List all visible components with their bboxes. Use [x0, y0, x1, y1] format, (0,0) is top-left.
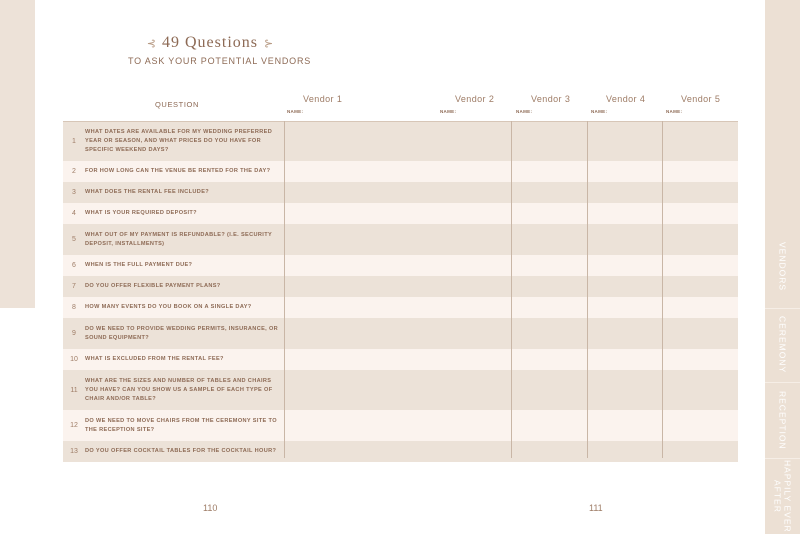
- tab-label: RECEPTION: [777, 390, 788, 450]
- table-row: [63, 182, 738, 203]
- table-row: [63, 410, 738, 441]
- left-page-edge-blank: [0, 308, 35, 534]
- question-text: DO WE NEED TO PROVIDE WEDDING PERMITS, INSURANCE, OR SOUND EQUIPMENT?: [85, 325, 279, 341]
- page-title: 49 Questions: [162, 34, 258, 51]
- question-text: WHAT OUT OF MY PAYMENT IS REFUNDABLE? (I.E. SECURITY DEPOSIT, INSTALLMENTS): [85, 231, 272, 247]
- question-number: 13: [70, 448, 78, 455]
- left-page-edge-block: [0, 0, 35, 308]
- question-number: 7: [72, 283, 76, 290]
- question-text: DO YOU OFFER COCKTAIL TABLES FOR THE COCKTAIL HOUR?: [85, 448, 277, 454]
- question-number: 11: [70, 386, 78, 394]
- table-row: [63, 370, 738, 410]
- table-row: [63, 255, 738, 276]
- table-row: [63, 318, 738, 349]
- question-number: 9: [72, 330, 76, 337]
- vendor-1-name-label: NAME:: [287, 109, 304, 114]
- question-text: WHAT DATES ARE AVAILABLE FOR MY WEDDING PREFERRED YEAR OR SEASON, AND WHAT PRICES DO YOU HAVE FOR SPECIFIC WEEKEND DAYS?: [85, 128, 273, 153]
- question-number: 3: [72, 189, 76, 196]
- question-number: 12: [70, 422, 78, 429]
- question-text: WHEN IS THE FULL PAYMENT DUE?: [85, 262, 193, 268]
- vendor-5-header: Vendor 5: [681, 94, 721, 104]
- flourish-right-icon: ⊱: [264, 37, 274, 50]
- vendor-5-name-label: NAME:: [666, 109, 683, 114]
- page-subtitle: TO ASK YOUR POTENTIAL VENDORS: [128, 56, 312, 66]
- vendor-4-header: Vendor 4: [606, 94, 646, 104]
- vendor-1-header: Vendor 1: [303, 94, 343, 104]
- tab-reception[interactable]: [765, 382, 800, 458]
- question-text: WHAT ARE THE SIZES AND NUMBER OF TABLES AND CHAIRS YOU HAVE? CAN YOU SHOW US A SAMPLE OF EACH TYPE OF CHAIR AND/OR TABLE?: [85, 377, 273, 402]
- table-row: [63, 276, 738, 297]
- page-number-right: 111: [589, 503, 603, 513]
- question-column-header: QUESTION: [155, 100, 199, 109]
- page-title-row: [130, 34, 290, 52]
- question-text: FOR HOW LONG CAN THE VENUE BE RENTED FOR THE DAY?: [85, 168, 271, 174]
- questions-table: [63, 121, 738, 462]
- flourish-left-icon: ⊰: [146, 37, 156, 50]
- question-number: 10: [70, 356, 78, 363]
- question-text: HOW MANY EVENTS DO YOU BOOK ON A SINGLE DAY?: [85, 304, 252, 310]
- question-text: WHAT IS YOUR REQUIRED DEPOSIT?: [85, 210, 197, 216]
- question-text: DO YOU OFFER FLEXIBLE PAYMENT PLANS?: [85, 283, 221, 289]
- table-top-rule: [63, 121, 738, 122]
- question-number: 6: [72, 262, 76, 269]
- vendor-3-header: Vendor 3: [531, 94, 571, 104]
- question-text: DO WE NEED TO MOVE CHAIRS FROM THE CEREMONY SITE TO THE RECEPTION SITE?: [85, 417, 277, 433]
- question-text: WHAT IS EXCLUDED FROM THE RENTAL FEE?: [85, 356, 224, 362]
- table-row: [63, 121, 738, 161]
- vendor-3-name-label: NAME:: [516, 109, 533, 114]
- question-number: 1: [72, 137, 76, 145]
- page-number-left: 110: [203, 503, 218, 513]
- vendor-2-name-label: NAME:: [440, 109, 457, 114]
- question-text: WHAT DOES THE RENTAL FEE INCLUDE?: [85, 189, 210, 195]
- vendor-column-divider: [284, 121, 285, 458]
- question-number: 5: [72, 236, 76, 243]
- tab-label: CEREMONY: [777, 316, 788, 374]
- tab-label: VENDORS: [777, 242, 788, 292]
- table-row: [63, 224, 738, 255]
- tab-label: HAPPILY EVER AFTER: [772, 459, 793, 533]
- vendor-column-divider: [511, 121, 512, 458]
- question-number: 2: [72, 168, 76, 175]
- vendor-2-header: Vendor 2: [455, 94, 495, 104]
- tab-vendors[interactable]: [765, 226, 800, 308]
- table-row: [63, 297, 738, 318]
- question-number: 8: [72, 304, 76, 311]
- table-row: [63, 161, 738, 182]
- tab-happily-ever-after[interactable]: [765, 458, 800, 534]
- table-row: [63, 441, 738, 462]
- question-number: 4: [72, 210, 76, 217]
- tab-ceremony[interactable]: [765, 308, 800, 382]
- vendor-column-divider: [587, 121, 588, 458]
- vendor-column-divider: [662, 121, 663, 458]
- table-row: [63, 203, 738, 224]
- table-row: [63, 349, 738, 370]
- vendor-4-name-label: NAME:: [591, 109, 608, 114]
